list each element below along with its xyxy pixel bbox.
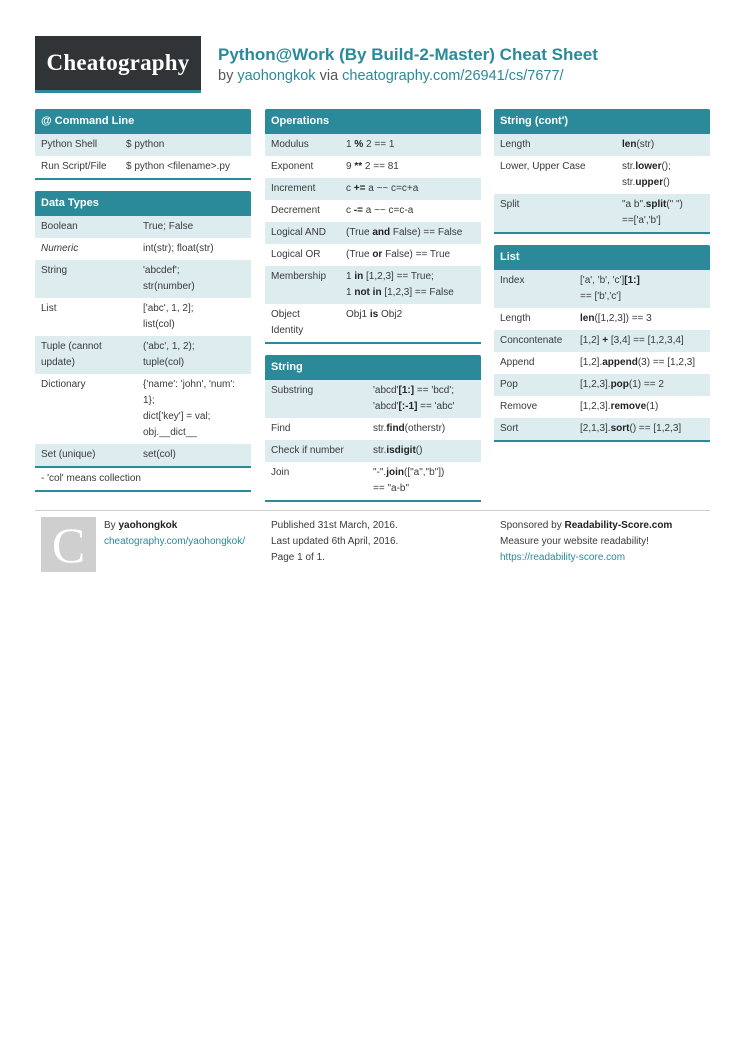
row-key: Set (unique) [41, 449, 96, 460]
page-number: Page 1 of 1. [271, 552, 325, 563]
data-types-section [35, 191, 251, 492]
byline-by: by [218, 68, 234, 84]
sponsor-tagline: Measure your website readability! [500, 536, 649, 547]
table-row: Membership 1 in [1,2,3] == True; 1 not in [1,2,3] == False [265, 266, 481, 304]
byline [218, 66, 598, 86]
table-row: Increment c += a ~~ c=c+a [265, 178, 481, 200]
table-row: Remove [1,2,3].remove(1) [494, 396, 710, 418]
row-key: Python Shell [41, 139, 98, 150]
header [218, 44, 598, 86]
row-key: Tuple (cannot update) [41, 341, 102, 368]
section-note: - 'col' means collection [35, 466, 251, 490]
table-row: Decrement c -= a ~~ c=c-a [265, 200, 481, 222]
table-row [35, 374, 251, 444]
table-row: Index ['a', 'b', 'c'][1:] == ['b','c'] [494, 270, 710, 308]
section-title: @ Command Line [35, 109, 251, 134]
footer-author-link[interactable]: cheatography.com/yaohongkok/ [104, 536, 246, 547]
column-3 [494, 109, 710, 453]
table-row [35, 336, 251, 374]
table-row [35, 156, 251, 178]
table-row: Split "a b".split(" ") ==['a','b'] [494, 194, 710, 232]
table-row: Join "-".join(["a","b"]) == "a-b" [265, 462, 481, 500]
section-title: String (cont') [494, 109, 710, 134]
table-row: Object Identity Obj1 is Obj2 [265, 304, 481, 342]
footer-author: By yaohongkok cheatography.com/yaohongkok/ [104, 520, 246, 547]
table-row: Substring 'abcd'[1:] == 'bcd'; 'abcd'[:-1] == 'abc' [265, 380, 481, 418]
table-row [35, 216, 251, 238]
section-title: List [494, 245, 710, 270]
section-title: Operations [265, 109, 481, 134]
row-key: Run Script/File [41, 161, 107, 172]
table-row [35, 260, 251, 298]
footer-dates [271, 518, 398, 566]
row-value: 'abcdef'; str(number) [143, 265, 195, 292]
cheatography-logo[interactable]: Cheatography [35, 36, 201, 90]
row-value: ('abc', 1, 2); tuple(col) [143, 341, 195, 368]
footer-author-name: yaohongkok [118, 520, 178, 531]
table-row: Find str.find(otherstr) [265, 418, 481, 440]
updated-date: Last updated 6th April, 2016. [271, 536, 399, 547]
table-row: Modulus 1 % 2 == 1 [265, 134, 481, 156]
table-row: Append [1,2].append(3) == [1,2,3] [494, 352, 710, 374]
footer-sponsor: Sponsored by Readability-Score.com Measure your website readability! https://readability-score.com [500, 520, 673, 563]
sheet-url-link[interactable]: cheatography.com/26941/cs/7677/ [342, 68, 564, 84]
table-row: Length len([1,2,3]) == 3 [494, 308, 710, 330]
table-row: Concontenate [1,2] + [3,4] == [1,2,3,4] [494, 330, 710, 352]
string-cont-section [494, 109, 710, 234]
row-value: {'name': 'john', 'num': 1}; dict['key'] = val; obj.__dict__ [143, 379, 236, 438]
row-value: True; False [143, 221, 194, 232]
table-row: Lower, Upper Case str.lower(); str.upper() [494, 156, 710, 194]
table-row: Logical AND (True and False) == False [265, 222, 481, 244]
table-row: Length len(str) [494, 134, 710, 156]
byline-via: via [319, 68, 339, 84]
column-2 [265, 109, 481, 513]
table-row: Pop [1,2,3].pop(1) == 2 [494, 374, 710, 396]
row-key: Numeric [41, 243, 79, 254]
row-value: ['abc', 1, 2]; list(col) [143, 303, 194, 330]
row-value: $ python [126, 139, 165, 150]
row-key: Boolean [41, 221, 78, 232]
table-row: Logical OR (True or False) == True [265, 244, 481, 266]
row-key: Dictionary [41, 379, 86, 390]
column-1 [35, 109, 251, 503]
row-key: List [41, 303, 57, 314]
row-value: $ python <filename>.py [126, 161, 230, 172]
string-section [265, 355, 481, 502]
row-key: String [41, 265, 68, 276]
table-row [35, 444, 251, 466]
command-line-section [35, 109, 251, 180]
section-title: Data Types [35, 191, 251, 216]
footer-divider [35, 510, 710, 511]
row-value: int(str); float(str) [143, 243, 214, 254]
table-row: Sort [2,1,3].sort() == [1,2,3] [494, 418, 710, 440]
table-row [35, 238, 251, 260]
author-link[interactable]: yaohongkok [237, 68, 316, 84]
row-value: set(col) [143, 449, 176, 460]
table-row [35, 298, 251, 336]
table-row [35, 134, 251, 156]
table-row: Exponent 9 ** 2 == 81 [265, 156, 481, 178]
published-date: Published 31st March, 2016. [271, 520, 398, 531]
sponsor-name: Readability-Score.com [564, 520, 673, 531]
section-title: String [265, 355, 481, 380]
list-section [494, 245, 710, 442]
author-avatar[interactable]: C [41, 517, 96, 572]
operations-section [265, 109, 481, 344]
table-row: Check if number str.isdigit() [265, 440, 481, 462]
page-title: Python@Work (By Build-2-Master) Cheat Sheet [218, 45, 598, 64]
sponsor-link[interactable]: https://readability-score.com [500, 552, 626, 563]
